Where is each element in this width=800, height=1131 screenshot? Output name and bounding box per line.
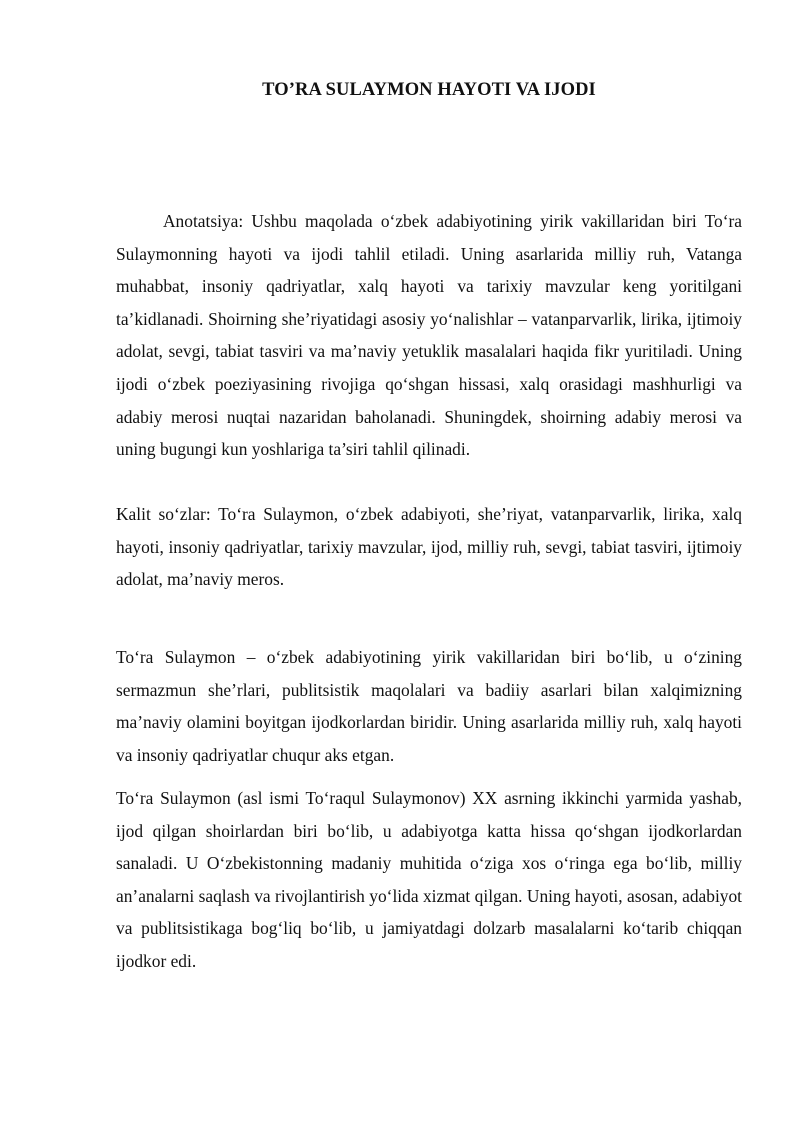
keywords-paragraph: Kalit so‘zlar: To‘ra Sulaymon, o‘zbek adabiyoti, she’riyat, vatanparvarlik, lirika, xalq hayoti, insoniy qadriyatlar, tarixiy mavzular, ijod, milliy ruh, sevgi, tabiat tasviri, ijtimoiy adolat, ma’naviy meros. — [116, 504, 742, 590]
document-title: TO’RA SULAYMON HAYOTI VA IJODI — [262, 80, 596, 100]
abstract-paragraph: Anotatsiya: Ushbu maqolada o‘zbek adabiyotining yirik vakillaridan biri To‘ra Sulaymonning hayoti va ijodi tahlil etiladi. Uning asarlarida milliy ruh, Vatanga muhabbat, insoniy qadriyatlar, xalq hayoti va tarixiy mavzular keng yoritilgani ta’kidlanadi. Shoirning she’riyatidagi asosiy yo‘nalishlar – vatanparvarlik, lirika, ijtimoiy adolat, sevgi, tabiat tasviri va ma’naviy yetuklik masalalari haqida fikr yuritiladi. Uning ijodi o‘zbek poeziyasining rivojiga qo‘shgan hissasi, xalq orasidagi mashhurligi va adabiy merosi nuqtai nazaridan baholanadi. Shuningdek, shoirning adabiy merosi va uning bugungi kun yoshlariga ta’siri tahlil qilinadi. — [116, 211, 742, 460]
body-paragraph: To‘ra Sulaymon (asl ismi To‘raqul Sulaymonov) XX asrning ikkinchi yarmida yashab, ijod qilgan shoirlardan biri bo‘lib, u adabiyotga katta hissa qo‘shgan ijodkorlardan sanaladi. U O‘zbekistonning madaniy muhitida o‘ziga xos o‘ringa ega bo‘lib, milliy an’analarni saqlash va rivojlantirish yo‘lida xizmat qilgan. Uning hayoti, asosan, adabiyot va publitsistikaga bog‘liq bo‘lib, u jamiyatdagi dolzarb masalalarni ko‘tarib chiqqan ijodkor edi. — [116, 788, 742, 971]
body-paragraph: To‘ra Sulaymon – o‘zbek adabiyotining yirik vakillaridan biri bo‘lib, u o‘zining sermazmun she’rlari, publitsistik maqolalari va badiiy asarlari bilan xalqimizning ma’naviy olamini boyitgan ijodkorlardan biridir. Uning asarlarida milliy ruh, xalq hayoti va insoniy qadriyatlar chuqur aks etgan. — [116, 647, 742, 765]
